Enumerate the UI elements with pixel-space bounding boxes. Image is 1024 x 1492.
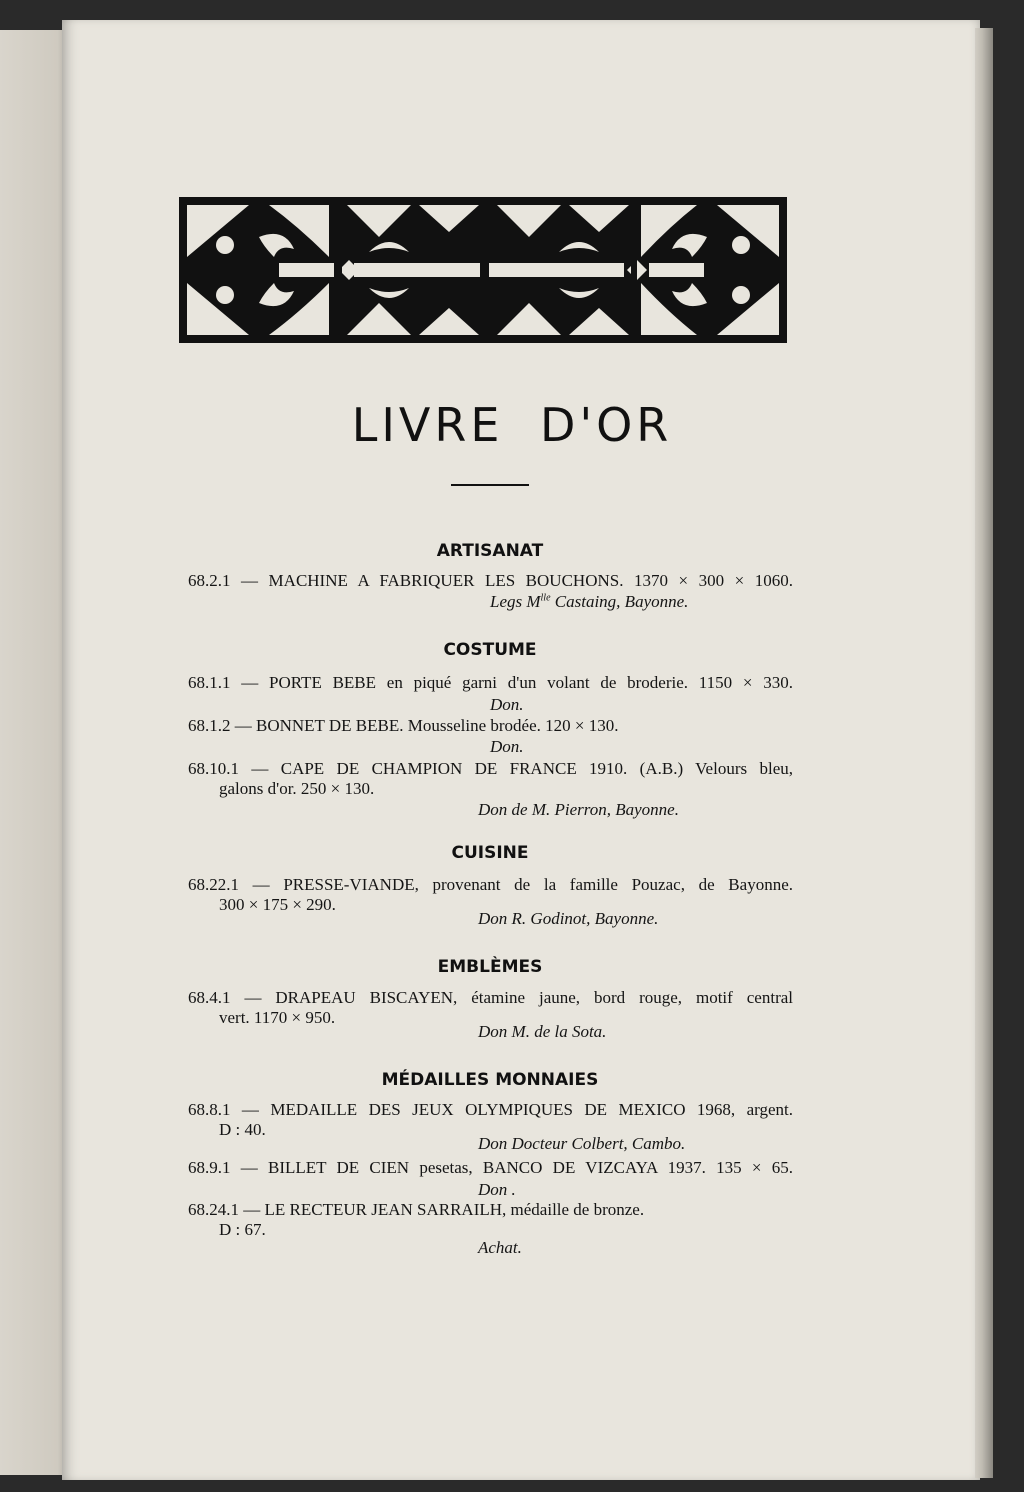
entry-credit: Don.: [490, 695, 524, 714]
entry-text: 68.1.1 — PORTE BEBE en piqué garni d'un volant de broderie. 1150 × 330.: [188, 673, 793, 692]
entry-credit: Don .: [478, 1180, 516, 1199]
section-heading-cuisine: CUISINE: [451, 843, 529, 863]
entry-text-continued: galons d'or. 250 × 130.: [219, 779, 375, 798]
entry-text: 68.9.1 — BILLET DE CIEN pesetas, BANCO DE VIZCAYA 1937. 135 × 65.: [188, 1158, 793, 1177]
entry-text: 68.4.1 — DRAPEAU BISCAYEN, étamine jaune, bord rouge, motif central: [188, 988, 793, 1007]
entry-text-continued: D : 40.: [219, 1120, 266, 1139]
section-heading-costume: COSTUME: [443, 640, 537, 660]
section-heading-medailles-monnaies: MÉDAILLES MONNAIES: [381, 1070, 599, 1090]
entry-text: 68.24.1 — LE RECTEUR JEAN SARRAILH, médaille de bronze.: [188, 1200, 645, 1219]
entry-text: 68.1.2 — BONNET DE BEBE. Mousseline brodée. 120 × 130.: [188, 716, 619, 735]
entry-text-continued: D : 67.: [219, 1220, 266, 1239]
entry-text: 68.10.1 — CAPE DE CHAMPION DE FRANCE 1910. (A.B.) Velours bleu,: [188, 759, 793, 778]
section-heading-artisanat: ARTISANAT: [436, 541, 544, 561]
entry-credit: Legs $M^{lle}$ Castaing, Bayonne.: [490, 592, 689, 611]
entry-text-continued: vert. 1170 × 950.: [219, 1008, 336, 1027]
entry-credit: Don de M. Pierron, Bayonne.: [478, 800, 679, 819]
entry-text-continued: 300 × 175 × 290.: [219, 895, 336, 914]
entry-credit: Don.: [490, 737, 524, 756]
decorative-ornament-band: [179, 197, 787, 343]
entry-text: 68.22.1 — PRESSE-VIANDE, provenant de la famille Pouzac, de Bayonne.: [188, 875, 793, 894]
title-underline: [451, 484, 529, 486]
entry-text: 68.2.1 — MACHINE A FABRIQUER LES BOUCHONS. 1370 × 300 × 1060.: [188, 571, 793, 590]
page-title: LIVRE D'OR: [351, 398, 673, 452]
page-stack-edge: [975, 28, 993, 1478]
entry-credit: Don Docteur Colbert, Cambo.: [478, 1134, 686, 1153]
section-heading-emblemes: EMBLÈMES: [437, 957, 543, 977]
entry-text: 68.8.1 — MEDAILLE DES JEUX OLYMPIQUES DE MEXICO 1968, argent.: [188, 1100, 793, 1119]
entry-credit: Don M. de la Sota.: [478, 1022, 607, 1041]
entry-credit: Don R. Godinot, Bayonne.: [478, 909, 659, 928]
entry-credit: Achat.: [478, 1238, 522, 1257]
